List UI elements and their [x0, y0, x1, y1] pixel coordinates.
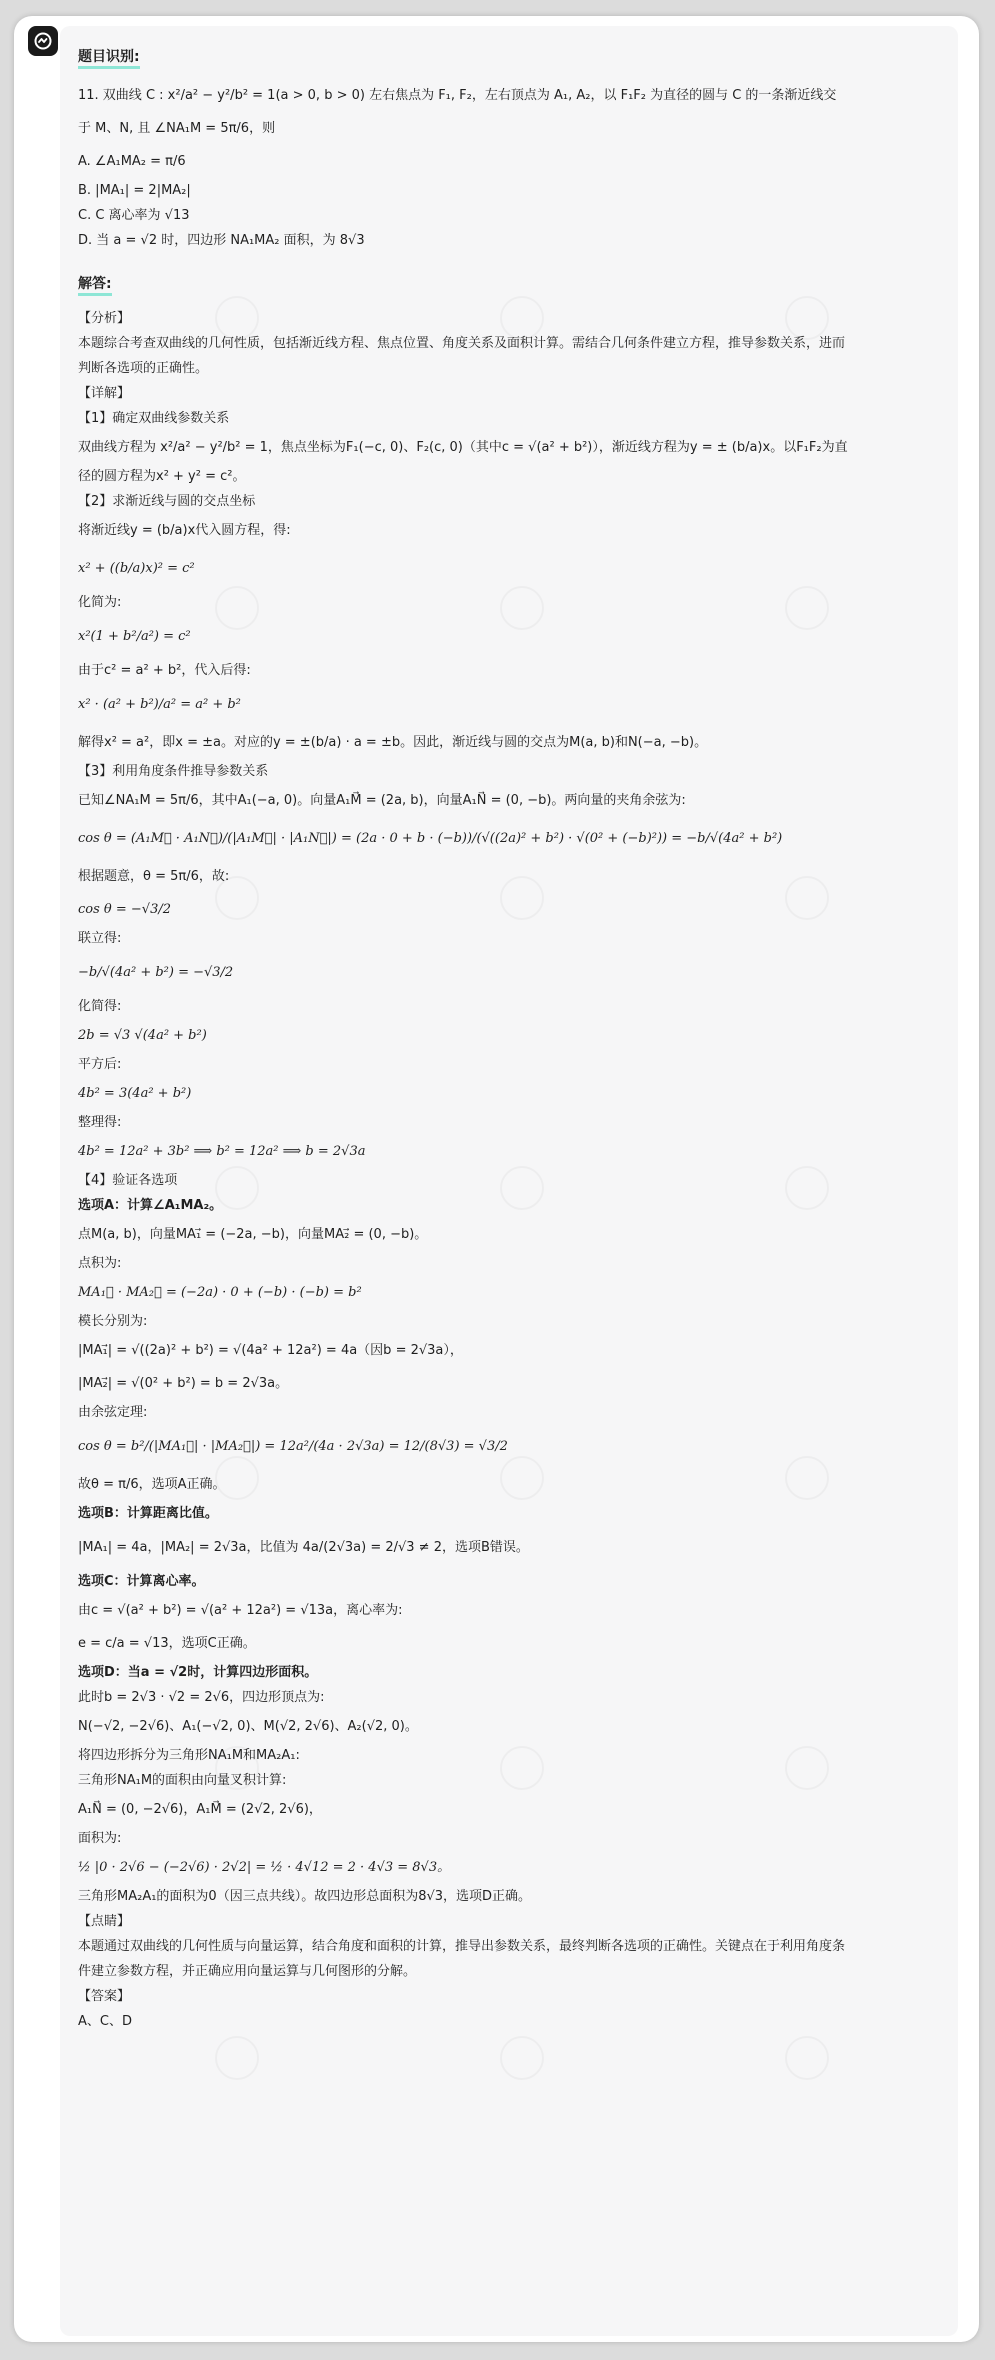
step-title: 【2】求渐近线与圆的交点坐标: [78, 494, 256, 509]
solution-text: N(−√2, −2√6)、A₁(−√2, 0)、M(√2, 2√6)、A₂(√2, 0)。: [78, 1719, 418, 1734]
solution-text: 点M(a, b)，向量MA₁⃗ = (−2a, −b)，向量MA₂⃗ = (0, −b)。: [78, 1227, 428, 1242]
solution-text: 面积为:: [78, 1831, 122, 1846]
section-label: 【答案】: [78, 1989, 131, 2004]
chat-window: [14, 16, 979, 2342]
formula: −b/√(4a² + b²) = −√3/2: [78, 965, 234, 980]
solution-text: 将四边形拆分为三角形NA₁M和MA₂A₁:: [78, 1748, 300, 1763]
formula: x² + ((b/a)x)² = c²: [78, 561, 195, 576]
option-c: C. C 离心率为 √13: [78, 208, 190, 223]
solution-text: 已知∠NA₁M = 5π/6，其中A₁(−a, 0)。向量A₁M⃗ = (2a, b)，向量A₁N⃗ = (0, −b)。两向量的夹角余弦为:: [78, 793, 686, 808]
solution-text: 判断各选项的正确性。: [78, 361, 209, 376]
solution-text: 由于c² = a² + b²，代入后得:: [78, 663, 251, 678]
formula: MA₁⃗ · MA₂⃗ = (−2a) · 0 + (−b) · (−b) = b²: [78, 1285, 362, 1300]
formula: 4b² = 3(4a² + b²): [78, 1086, 192, 1101]
formula: x² · (a² + b²)/a² = a² + b²: [78, 697, 241, 712]
step-title: 【3】利用角度条件推导参数关系: [78, 764, 269, 779]
solution-text: e = c/a = √13，选项C正确。: [78, 1636, 256, 1651]
option-b: B. |MA₁| = 2|MA₂|: [78, 183, 191, 198]
final-answer: A、C、D: [78, 2014, 132, 2029]
solution-text: 故θ = π/6，选项A正确。: [78, 1477, 226, 1492]
solution-text: 三角形NA₁M的面积由向量叉积计算:: [78, 1773, 287, 1788]
solution-text: |MA₂⃗| = √(0² + b²) = b = 2√3a。: [78, 1376, 289, 1391]
solution-text: 根据题意，θ = 5π/6，故:: [78, 869, 230, 884]
formula: x²(1 + b²/a²) = c²: [78, 629, 191, 644]
solution-text: 三角形MA₂A₁的面积为0（因三点共线）。故四边形总面积为8√3，选项D正确。: [78, 1889, 532, 1904]
solution-text: 整理得:: [78, 1115, 122, 1130]
solution-text: 本题综合考查双曲线的几何性质，包括渐近线方程、焦点位置、角度关系及面积计算。需结合几何条件建立方程，推导参数关系，进而: [78, 336, 846, 351]
solution-text: 化简得:: [78, 999, 122, 1014]
answer-content: [60, 26, 958, 2033]
solution-text: |MA₁⃗| = √((2a)² + b²) = √(4a² + 12a²) = 4a（因b = 2√3a），: [78, 1343, 463, 1358]
formula: 4b² = 12a² + 3b² ⟹ b² = 12a² ⟹ b = 2√3a: [78, 1144, 366, 1159]
solution-text: 化简为:: [78, 595, 122, 610]
formula: cos θ = (A₁M⃗ · A₁N⃗)/(|A₁M⃗| · |A₁N⃗|) = (2a · 0 + b · (−b))/(√((2a)² + b²) · √(0² + (−b)²)) = −b/√(4a² + b²): [78, 831, 783, 846]
formula: cos θ = b²/(|MA₁⃗| · |MA₂⃗|) = 12a²/(4a · 2√3a) = 12/(8√3) = √3/2: [78, 1439, 508, 1454]
section-label: 【分析】: [78, 311, 131, 326]
solution-text: 将渐近线y = (b/a)x代入圆方程，得:: [78, 523, 291, 538]
section-label: 【详解】: [78, 386, 131, 401]
option-check-c: 选项C：计算离心率。: [78, 1574, 205, 1589]
solution-text: 解得x² = a²，即x = ±a。对应的y = ±(b/a) · a = ±b。因此，渐近线与圆的交点为M(a, b)和N(−a, −b)。: [78, 735, 708, 750]
solution-text: 径的圆方程为x² + y² = c²。: [78, 469, 246, 484]
formula: cos θ = −√3/2: [78, 902, 171, 917]
formula: ½ |0 · 2√6 − (−2√6) · 2√2| = ½ · 4√12 = 2 · 4√3 = 8√3。: [78, 1860, 451, 1875]
solution-text: 平方后:: [78, 1057, 122, 1072]
formula: 2b = √3 √(4a² + b²): [78, 1028, 207, 1043]
solution-text: 模长分别为:: [78, 1314, 148, 1329]
question-heading: 题目识别:: [78, 48, 140, 69]
option-check-d: 选项D：当a = √2时，计算四边形面积。: [78, 1665, 318, 1680]
solution-text: A₁N⃗ = (0, −2√6)，A₁M⃗ = (2√2, 2√6)，: [78, 1802, 322, 1817]
step-title: 【1】确定双曲线参数关系: [78, 411, 230, 426]
solution-text: 由c = √(a² + b²) = √(a² + 12a²) = √13a，离心率为:: [78, 1603, 403, 1618]
option-check-b: 选项B：计算距离比值。: [78, 1506, 218, 1521]
answer-panel: [60, 26, 958, 2336]
chat-bubble-logo-icon: [28, 26, 58, 56]
question-line: 于 M、N, 且 ∠NA₁M = 5π/6，则: [78, 121, 276, 136]
question-line: 11. 双曲线 C : x²/a² − y²/b² = 1(a > 0, b > 0) 左右焦点为 F₁, F₂，左右顶点为 A₁, A₂，以 F₁F₂ 为直径的圆与 C 的一条渐近线交: [78, 88, 837, 103]
section-label: 【点睛】: [78, 1914, 131, 1929]
solution-text: 本题通过双曲线的几何性质与向量运算，结合角度和面积的计算，推导出参数关系，最终判断各选项的正确性。关键点在于利用角度条: [78, 1939, 846, 1954]
option-check-a: 选项A：计算∠A₁MA₂。: [78, 1198, 223, 1213]
option-a: A. ∠A₁MA₂ = π/6: [78, 154, 186, 169]
solution-heading: 解答:: [78, 275, 112, 296]
solution-text: 此时b = 2√3 · √2 = 2√6，四边形顶点为:: [78, 1690, 325, 1705]
solution-text: |MA₁| = 4a，|MA₂| = 2√3a，比值为 4a/(2√3a) = 2/√3 ≠ 2，选项B错误。: [78, 1540, 529, 1555]
solution-text: 由余弦定理:: [78, 1405, 148, 1420]
step-title: 【4】验证各选项: [78, 1173, 178, 1188]
solution-text: 双曲线方程为 x²/a² − y²/b² = 1，焦点坐标为F₁(−c, 0)、F₂(c, 0)（其中c = √(a² + b²)），渐近线方程为y = ± (b/a)x。以F₁F₂为直: [78, 440, 848, 455]
option-d: D. 当 a = √2 时，四边形 NA₁MA₂ 面积，为 8√3: [78, 233, 365, 248]
solution-text: 件建立参数方程，并正确应用向量运算与几何图形的分解。: [78, 1964, 417, 1979]
solution-text: 联立得:: [78, 931, 122, 946]
solution-text: 点积为:: [78, 1256, 122, 1271]
